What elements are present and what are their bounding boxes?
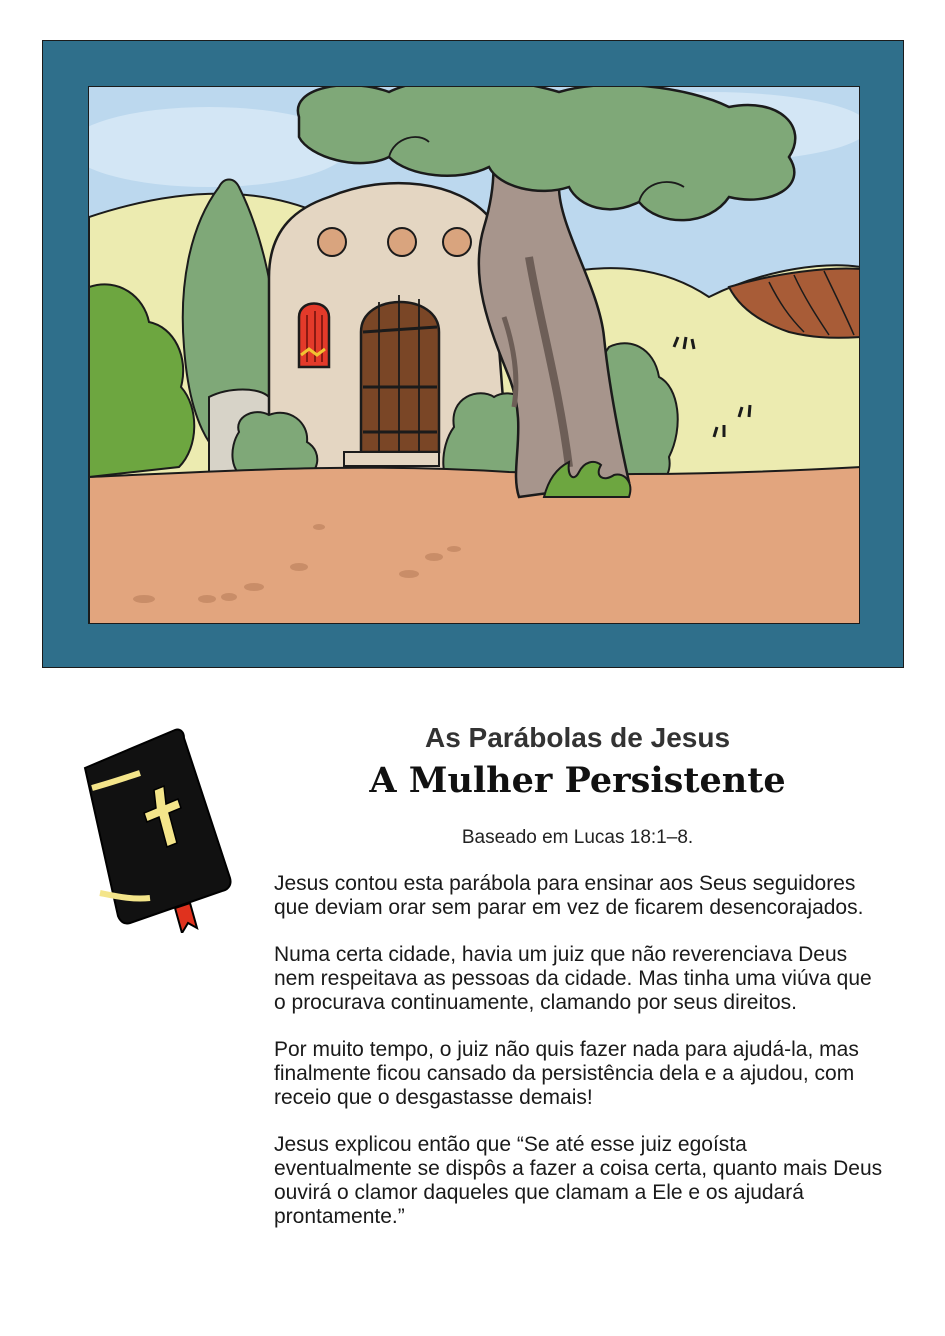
illustration-frame	[42, 40, 904, 668]
bible-icon	[80, 728, 240, 933]
story-text	[274, 872, 889, 1252]
scripture-reference: Baseado em Lucas 18:1–8.	[461, 827, 694, 848]
illustration-scene	[88, 86, 860, 624]
series-heading: As Parábolas de Jesus	[424, 722, 731, 753]
house-tree-illustration	[89, 87, 860, 624]
paragraph: Jesus contou esta parábola para ensinar aos Seus seguidores que deviam orar sem parar em vez de ficarem desencorajados.	[274, 872, 864, 919]
paragraph: Por muito tempo, o juiz não quis fazer nada para ajudá-la, mas finalmente ficou cansado da persistência dela e a ajudou, com receio que o desgastasse demais!	[274, 1038, 859, 1109]
page-title: A Mulher Persistente	[369, 760, 786, 801]
paragraph: Jesus explicou então que “Se até esse juiz egoísta eventualmente se dispôs a fazer a coisa certa, quanto mais Deus ouvirá o clamor daqueles que clamam a Ele e os ajudará prontamente.”	[274, 1133, 883, 1228]
paragraph: Numa certa cidade, havia um juiz que não reverenciava Deus nem respeitava as pessoas da cidade. Mas tinha uma viúva que o procurava continuamente, clamando por seus direitos.	[274, 943, 872, 1014]
